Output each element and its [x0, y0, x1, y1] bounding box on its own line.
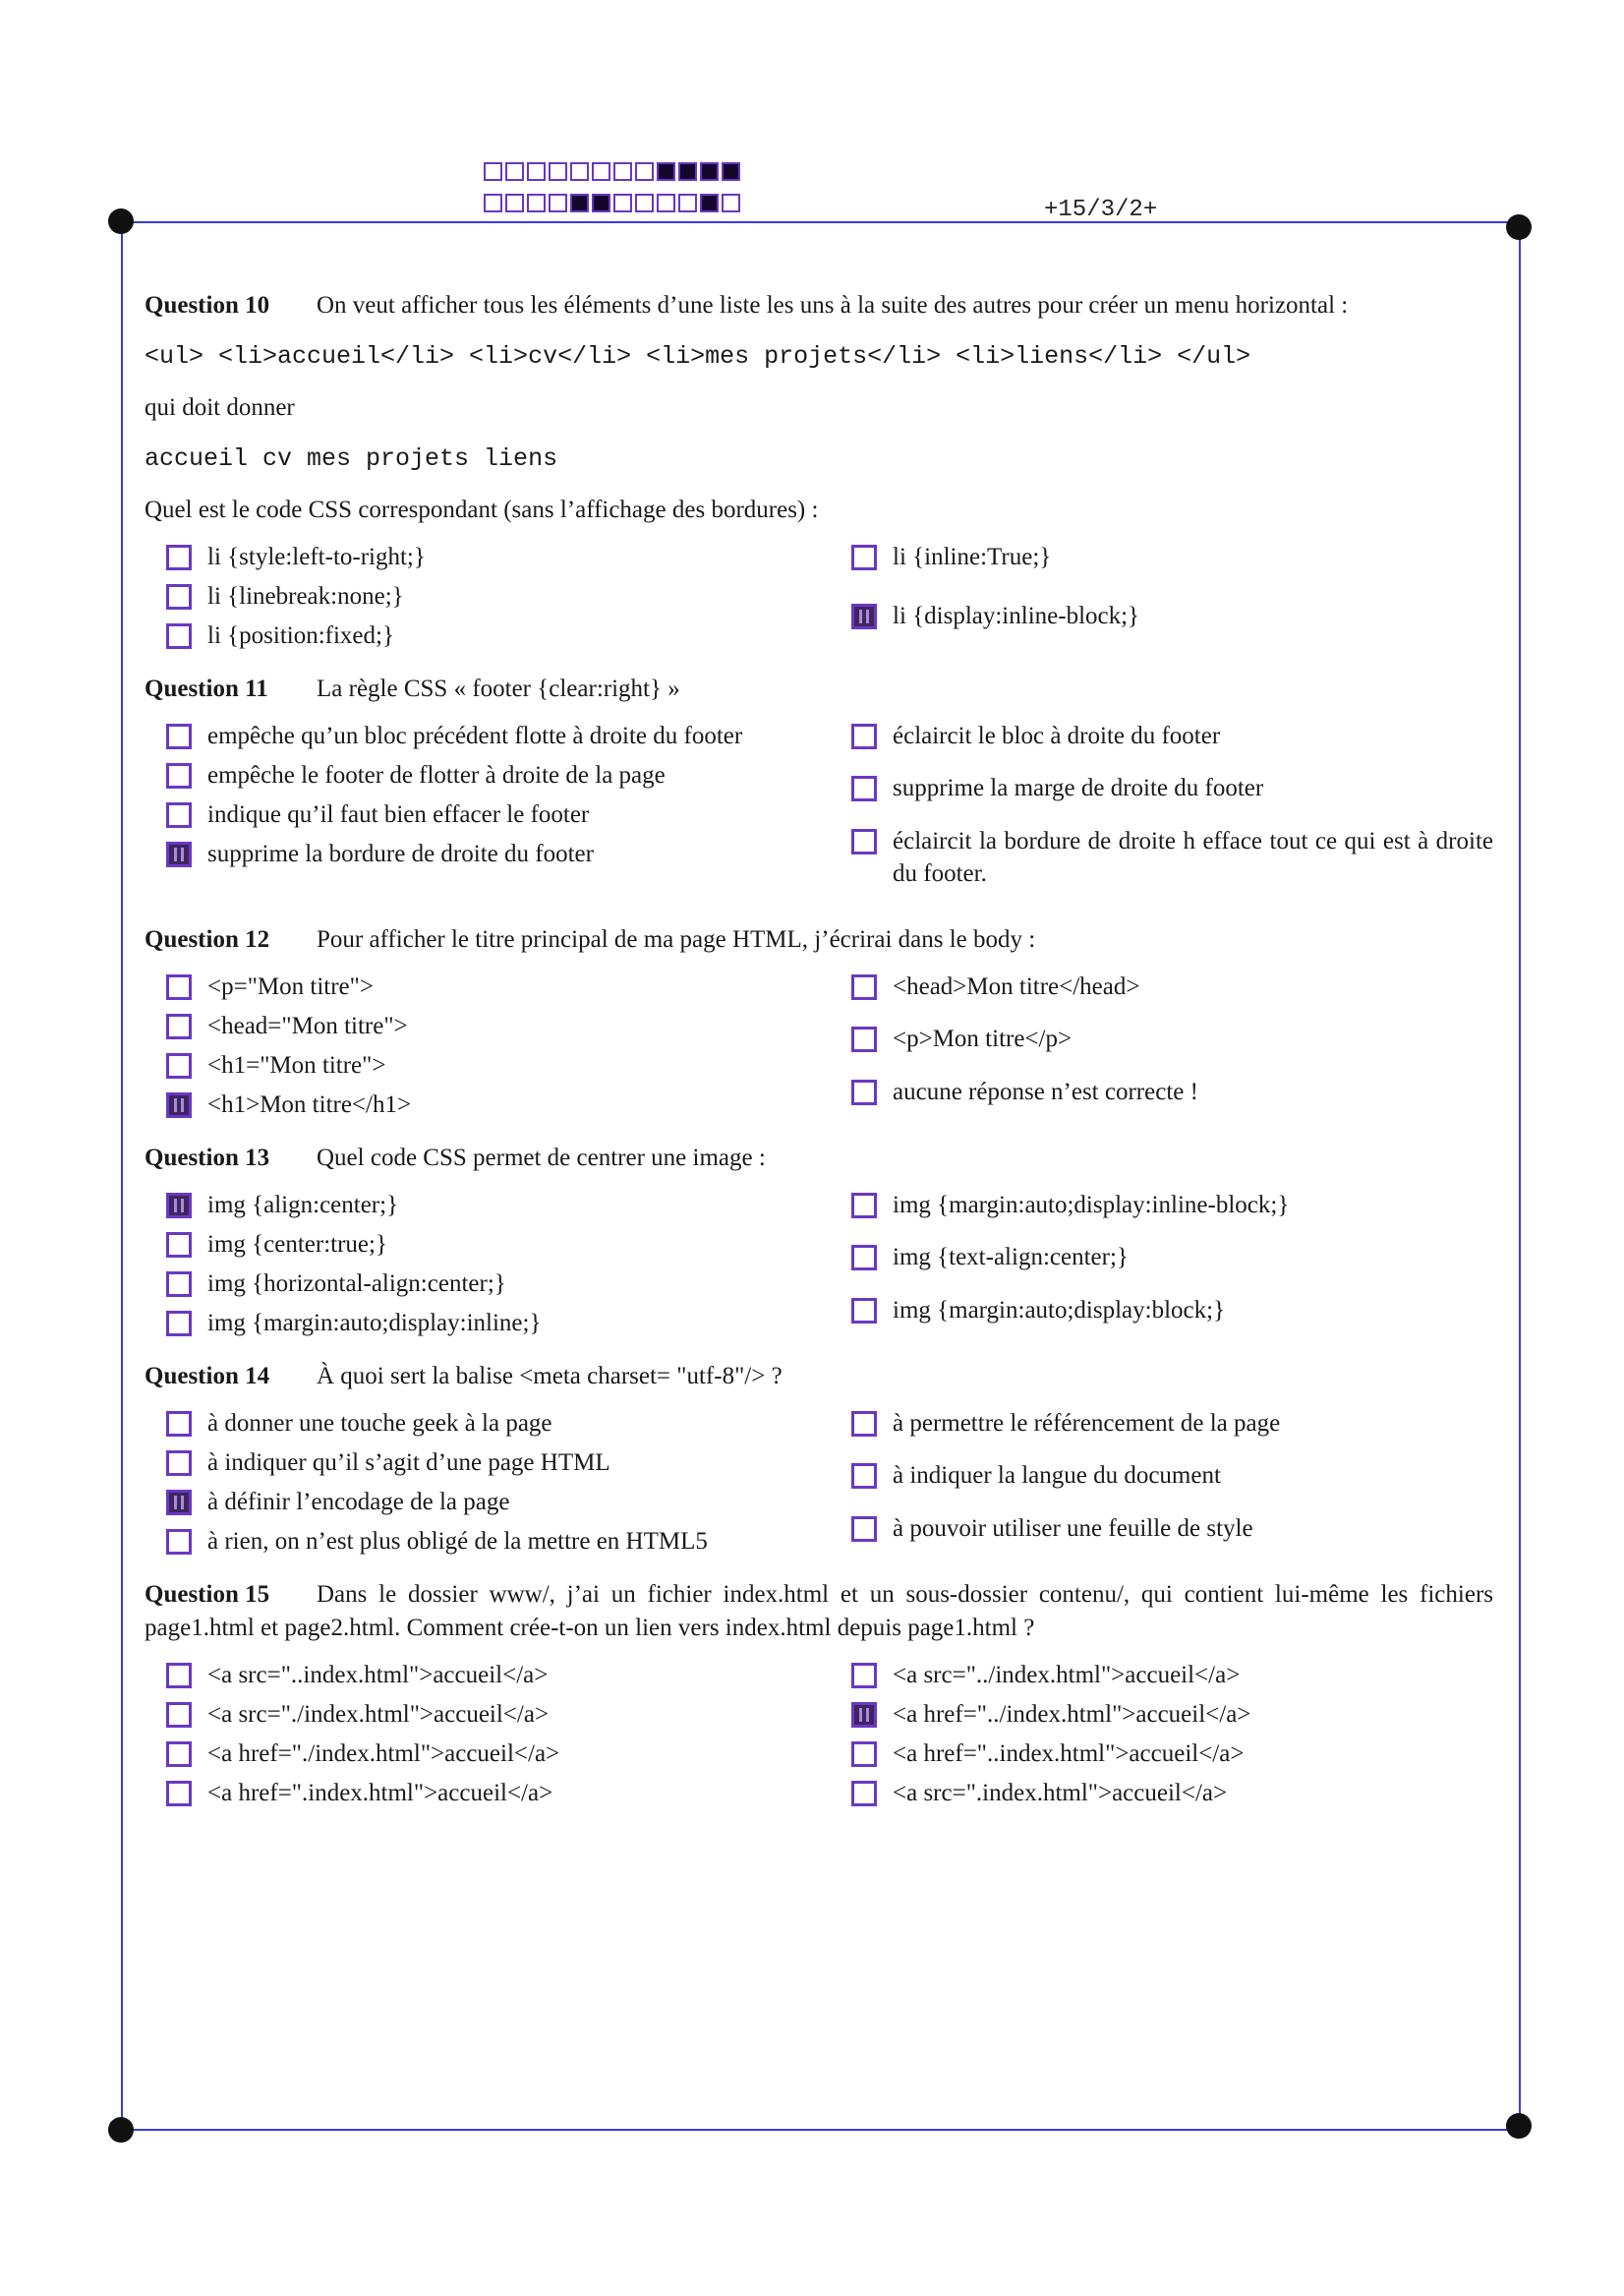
code-cell [592, 194, 610, 212]
answer-column-right [830, 1407, 1493, 1564]
answer-text: <a href="../index.html">accueil</a> [893, 1700, 1251, 1728]
checkbox[interactable] [166, 545, 192, 570]
checkbox[interactable] [851, 974, 877, 1000]
answer-text: <p="Mon titre"> [207, 972, 374, 1000]
answer-option[interactable] [145, 971, 830, 1003]
checkbox[interactable] [851, 829, 877, 854]
answer-column-right [830, 1189, 1493, 1346]
corner-mark-top-right [1506, 214, 1532, 240]
answer-option[interactable] [145, 619, 830, 652]
answer-option[interactable] [145, 759, 830, 792]
answer-text: aucune réponse n’est correcte ! [893, 1078, 1198, 1105]
answer-text: <h1="Mon titre"> [207, 1051, 386, 1079]
checkbox[interactable] [851, 545, 877, 570]
answer-text: li {display:inline-block;} [893, 603, 1140, 629]
answer-option[interactable] [145, 1049, 830, 1082]
answer-text: <head>Mon titre</head> [893, 972, 1140, 1000]
code-cell [722, 194, 740, 212]
answer-text: <a href=".index.html">accueil</a> [207, 1779, 553, 1806]
answer-option[interactable] [145, 1228, 830, 1261]
answer-option[interactable] [830, 1777, 1493, 1809]
answer-text: à indiquer qu’il s’agit d’une page HTML [207, 1448, 610, 1476]
question-text: La règle CSS « footer {clear:right} » [317, 676, 680, 702]
answer-column-left [145, 720, 830, 910]
answer-column-right [830, 971, 1493, 1128]
answer-text: <p>Mon titre</p> [893, 1026, 1073, 1053]
question-heading [145, 289, 1493, 323]
answer-column-right [830, 541, 1493, 659]
answer-text: à pouvoir utiliser une feuille de style [893, 1514, 1253, 1542]
checkbox[interactable] [851, 1080, 877, 1105]
question-label: Question 13 [145, 1144, 270, 1171]
checkbox-checked[interactable] [166, 842, 192, 867]
answer-option[interactable] [145, 541, 830, 573]
checkbox[interactable] [851, 1516, 877, 1542]
checkbox[interactable] [851, 1245, 877, 1270]
question-block [145, 1142, 1493, 1346]
answer-text: li {linebreak:none;} [207, 583, 404, 610]
code-cell [678, 194, 697, 212]
checkbox[interactable] [166, 1014, 192, 1039]
answer-option[interactable] [830, 1737, 1493, 1770]
answer-options [145, 1407, 1493, 1564]
page-code-row-1 [484, 162, 743, 181]
answer-option[interactable] [145, 798, 830, 831]
checkbox[interactable] [166, 1232, 192, 1258]
code-cell [635, 194, 654, 212]
answer-option[interactable] [145, 1010, 830, 1042]
answer-option[interactable] [145, 580, 830, 613]
answer-option[interactable] [145, 838, 830, 870]
code-cell [657, 194, 675, 212]
answer-option[interactable] [830, 1698, 1493, 1731]
question-heading [145, 1360, 1493, 1393]
answer-column-right [830, 1659, 1493, 1816]
answer-option[interactable] [830, 1189, 1493, 1221]
answer-option[interactable] [145, 1267, 830, 1300]
answer-option[interactable] [830, 1076, 1493, 1108]
answer-text: empêche le footer de flotter à droite de la page [207, 762, 666, 789]
question-block [145, 923, 1493, 1128]
answer-option[interactable] [830, 1407, 1493, 1440]
answer-option[interactable] [830, 720, 1493, 752]
checkbox[interactable] [166, 1781, 192, 1806]
code-cell [635, 162, 654, 181]
answer-option[interactable] [830, 1023, 1493, 1055]
question-prompt: Quel est le code CSS correspondant (sans l’affichage des bordures) : [145, 497, 819, 523]
code-cell [700, 194, 719, 212]
answer-text: <a href="..index.html">accueil</a> [893, 1739, 1245, 1767]
answer-text: à rien, on n’est plus obligé de la mettre en HTML5 [207, 1527, 708, 1555]
answer-option[interactable] [145, 1525, 830, 1558]
checkbox[interactable] [166, 1411, 192, 1437]
answer-text: <h1>Mon titre</h1> [207, 1090, 412, 1118]
checkbox[interactable] [851, 1193, 877, 1218]
question-block [145, 1360, 1493, 1564]
question-block [145, 1578, 1493, 1816]
question-block [145, 289, 1493, 659]
answer-text: li {inline:True;} [893, 544, 1052, 570]
answer-text: li {style:left-to-right;} [207, 544, 426, 570]
code-cell [722, 162, 740, 181]
answer-text: img {horizontal-align:center;} [207, 1269, 506, 1297]
code-cell [570, 194, 589, 212]
answer-text: <a src="../index.html">accueil</a> [893, 1661, 1241, 1688]
checkbox[interactable] [851, 1663, 877, 1688]
question-label: Question 14 [145, 1362, 270, 1389]
code-cell [505, 162, 524, 181]
answer-text: img {align:center;} [207, 1191, 399, 1218]
answer-option[interactable] [145, 1486, 830, 1518]
corner-mark-bottom-right [1506, 2113, 1532, 2139]
checkbox[interactable] [851, 776, 877, 801]
code-cell [613, 162, 632, 181]
checkbox-checked[interactable] [166, 1490, 192, 1515]
answer-option[interactable] [145, 1189, 830, 1221]
answer-text: img {margin:auto;display:inline-block;} [893, 1191, 1290, 1218]
frame-top [121, 221, 1520, 223]
answer-column-left [145, 971, 830, 1128]
corner-mark-bottom-left [108, 2117, 134, 2143]
answer-option[interactable] [145, 1659, 830, 1691]
checkbox[interactable] [166, 802, 192, 828]
code-output: accueil cv mes projets liens [145, 444, 558, 473]
code-cell [527, 194, 546, 212]
checkbox[interactable] [166, 974, 192, 1000]
checkbox[interactable] [851, 1463, 877, 1489]
question-text-continued: qui doit donner [145, 394, 295, 421]
checkbox[interactable] [166, 1311, 192, 1336]
answer-text: éclaircit le bloc à droite du footer [893, 723, 1221, 749]
frame-bottom [121, 2129, 1520, 2131]
checkbox[interactable] [166, 1053, 192, 1079]
questions-area [145, 289, 1493, 1830]
question-text: Quel code CSS permet de centrer une image : [317, 1144, 766, 1171]
answer-option[interactable] [830, 600, 1493, 632]
checkbox[interactable] [166, 584, 192, 610]
answer-text: supprime la bordure de droite du footer [207, 841, 594, 867]
answer-option[interactable] [145, 720, 830, 752]
answer-option[interactable] [830, 1241, 1493, 1273]
code-cell [505, 194, 524, 212]
checkbox[interactable] [851, 1027, 877, 1052]
question-label: Question 15 [145, 1580, 270, 1608]
code-cell [527, 162, 546, 181]
answer-option[interactable] [145, 1089, 830, 1121]
answer-options [145, 1189, 1493, 1346]
checkbox-checked[interactable] [851, 1702, 877, 1728]
code-cell [592, 162, 610, 181]
answer-column-left [145, 541, 830, 659]
code-sample: <ul> <li>accueil</li> <li>cv</li> <li>mes projets</li> <li>liens</li> </ul> [145, 342, 1251, 371]
code-cell [613, 194, 632, 212]
question-block [145, 673, 1493, 910]
checkbox-checked[interactable] [166, 1193, 192, 1218]
answer-text: <a src=".index.html">accueil</a> [893, 1779, 1228, 1806]
answer-option[interactable] [830, 1294, 1493, 1326]
question-heading [145, 1142, 1493, 1175]
answer-column-right [830, 720, 1493, 910]
checkbox[interactable] [851, 1741, 877, 1767]
answer-option[interactable] [145, 1307, 830, 1339]
answer-option[interactable] [830, 1512, 1493, 1545]
answer-options [145, 1659, 1493, 1816]
code-cell [678, 162, 697, 181]
code-cell [549, 162, 567, 181]
answer-column-left [145, 1659, 830, 1816]
answer-text: <a href="./index.html">accueil</a> [207, 1739, 560, 1767]
answer-option[interactable] [145, 1407, 830, 1440]
checkbox[interactable] [166, 724, 192, 749]
answer-text: supprime la marge de droite du footer [893, 775, 1264, 802]
checkbox[interactable] [166, 763, 192, 789]
answer-text: img {text-align:center;} [893, 1244, 1129, 1271]
answer-text: <a src="..index.html">accueil</a> [207, 1661, 549, 1688]
answer-option[interactable] [145, 1777, 830, 1809]
answer-column-left [145, 1407, 830, 1564]
code-cell [484, 162, 502, 181]
checkbox[interactable] [851, 1781, 877, 1806]
question-heading [145, 923, 1493, 957]
answer-text: à donner une touche geek à la page [207, 1409, 552, 1437]
checkbox[interactable] [166, 1702, 192, 1728]
code-cell [484, 194, 502, 212]
answer-option[interactable] [830, 772, 1493, 804]
question-text: On veut afficher tous les éléments d’une liste les uns à la suite des autres pour créer un menu horizontal : [317, 292, 1349, 319]
answer-text: empêche qu’un bloc précédent flotte à droite du footer [207, 723, 743, 749]
answer-column-left [145, 1189, 830, 1346]
answer-text: img {center:true;} [207, 1230, 387, 1258]
code-cell [700, 162, 719, 181]
answer-text: indique qu’il faut bien effacer le footer [207, 801, 590, 828]
question-heading [145, 673, 1493, 706]
answer-text: à indiquer la langue du document [893, 1462, 1221, 1490]
answer-options [145, 971, 1493, 1128]
answer-text: à permettre le référencement de la page [893, 1409, 1281, 1437]
answer-options [145, 541, 1493, 659]
answer-text: img {margin:auto;display:block;} [893, 1296, 1226, 1324]
corner-mark-top-left [108, 208, 134, 234]
question-label: Question 11 [145, 676, 268, 702]
answer-option[interactable] [830, 541, 1493, 573]
answer-text: li {position:fixed;} [207, 622, 394, 649]
question-heading [145, 1578, 1493, 1645]
answer-option[interactable] [830, 1659, 1493, 1691]
code-cell [549, 194, 567, 212]
frame-right [1519, 221, 1521, 2131]
answer-option[interactable] [145, 1446, 830, 1479]
answer-option[interactable] [145, 1737, 830, 1770]
checkbox[interactable] [166, 1450, 192, 1476]
code-cell [570, 162, 589, 181]
answer-options [145, 720, 1493, 910]
code-cell [657, 162, 675, 181]
page-id: +15/3/2+ [1044, 197, 1158, 223]
question-text: À quoi sert la balise <meta charset= "utf-8"/> ? [317, 1362, 783, 1389]
checkbox[interactable] [166, 1529, 192, 1555]
answer-option[interactable] [830, 1459, 1493, 1492]
checkbox-checked[interactable] [851, 604, 877, 629]
question-text: Dans le dossier www/, j’ai un fichier index.html et un sous-dossier contenu/, qui contient lui-même les fichiers page1.html et page2.html. Comment crée-t-on un lien vers index.html depuis page1.html ? [145, 1580, 1493, 1641]
answer-text: <a src="./index.html">accueil</a> [207, 1700, 550, 1728]
question-text: Pour afficher le titre principal de ma page HTML, j’écrirai dans le body : [317, 925, 1036, 953]
frame-left [121, 221, 123, 2131]
checkbox[interactable] [851, 724, 877, 749]
checkbox[interactable] [166, 1741, 192, 1767]
answer-option[interactable] [830, 971, 1493, 1003]
answer-text: éclaircit la bordure de droite h efface tout ce qui est à droite du footer. [893, 827, 1493, 887]
checkbox[interactable] [851, 1411, 877, 1437]
question-label: Question 10 [145, 292, 270, 319]
checkbox[interactable] [166, 1271, 192, 1297]
checkbox[interactable] [166, 623, 192, 649]
checkbox[interactable] [851, 1298, 877, 1324]
checkbox[interactable] [166, 1663, 192, 1688]
question-label: Question 12 [145, 925, 270, 953]
answer-text: img {margin:auto;display:inline;} [207, 1309, 542, 1336]
answer-text: <head="Mon titre"> [207, 1012, 408, 1039]
answer-option[interactable] [145, 1698, 830, 1731]
answer-option[interactable] [830, 825, 1493, 890]
page-code-row-2 [484, 194, 743, 212]
answer-text: à définir l’encodage de la page [207, 1488, 510, 1515]
checkbox-checked[interactable] [166, 1092, 192, 1118]
